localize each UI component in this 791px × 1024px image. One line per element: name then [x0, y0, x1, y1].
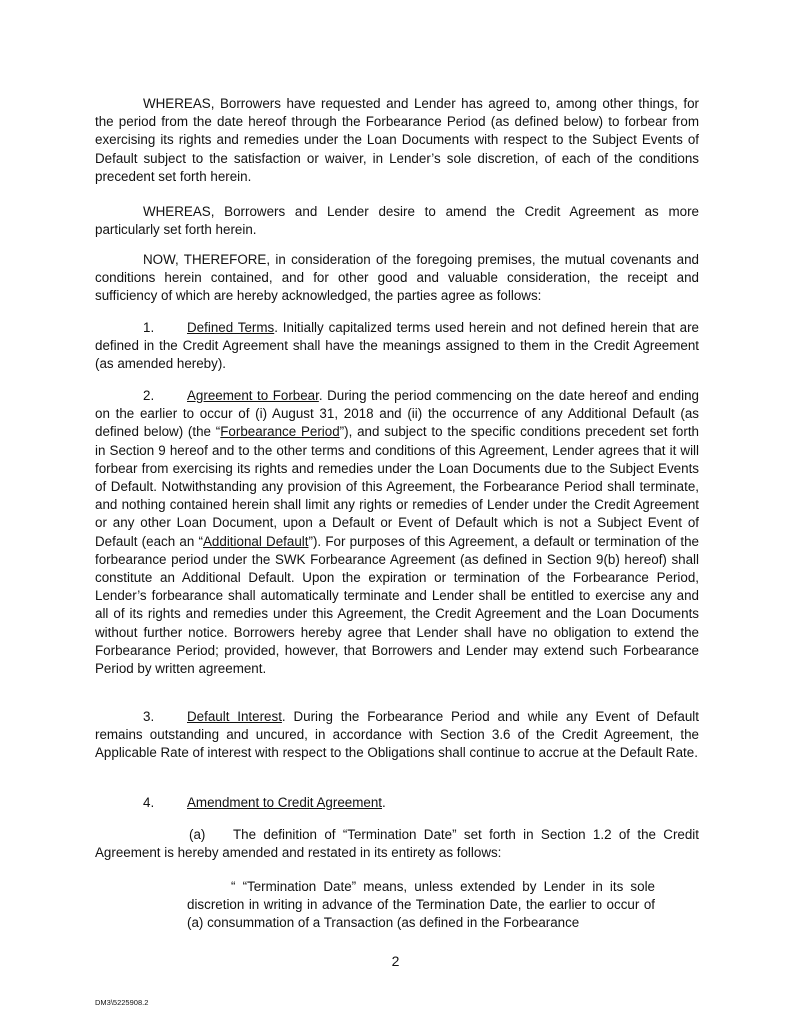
section-heading-period: .: [382, 795, 386, 810]
section-text-part-b: ”), and subject to the specific conditions precedent set forth in Section 9 hereof and to the other terms and conditions of this Agreement, Lender agrees that it will forbear from exercising its rights and remedies under the Loan Documents due to the Subject Events of Default. Notwithstanding any provision of this Agreement, the Forbearance Period shall terminate, and nothing contained herein shall limit any rights or remedies of Lender under the Credit Agreement or any other Loan Document, upon a Default or Event of Default which is not a Subject Event of Default (each an “: [95, 424, 700, 549]
defined-term-forbearance-period: Forbearance Period: [220, 424, 340, 440]
whereas-paragraph-1: WHEREAS, Borrowers have requested and Lender has agreed to, among other things, for the period from the date hereof through the Forbearance Period (as defined below) to forbear from exercising its rights and remedies under the Loan Documents with respect to the Subject Events of Default subject to the satisfaction or waiver, in Lender’s sole discretion, of each of the conditions precedent set forth herein.: [95, 96, 699, 184]
section-1-defined-terms: [95, 319, 699, 374]
subsection-label: (a): [189, 827, 206, 842]
section-number: 2.: [143, 388, 155, 403]
section-4-heading: [95, 794, 699, 812]
section-number: 1.: [143, 320, 155, 335]
now-therefore-paragraph: NOW, THEREFORE, in consideration of the foregoing premises, the mutual covenants and conditions herein contained, and for other good and valuable consideration, the receipt and sufficiency of which are hereby acknowledged, the parties agree as follows:: [95, 252, 699, 304]
subsection-text: The definition of “Termination Date” set forth in Section 1.2 of the Credit Agreement is hereby amended and restated in its entirety as follows:: [95, 827, 699, 861]
section-text-part-a: . During the period commencing on the date hereof and ending on the earlier to occur of (i) August 31, 2018 and (ii) the occurrence of any Additional Default (as defined below) (the “: [95, 388, 699, 440]
section-heading: Defined Terms: [187, 320, 275, 335]
section-text-part-c: ”). For purposes of this Agreement, a default or termination of the forbearance period under the SWK Forbearance Agreement (as defined in Section 9(b) hereof) shall constitute an Additional Default. Upon the expiration or termination of the Forbearance Period, Lender’s forbearance shall automatically terminate and Lender shall be entitled to exercise any and all of its rights and remedies under this Agreement, the Credit Agreement and the Loan Documents without further notice. Borrowers hereby agree that Lender shall have no obligation to extend the Forbearance Period; provided, however, that Borrowers and Lender may extend such Forbearance Period by written agreement.: [95, 533, 699, 677]
section-heading: Amendment to Credit Agreement: [187, 795, 383, 810]
whereas-paragraph-2: WHEREAS, Borrowers and Lender desire to amend the Credit Agreement as more particularly set forth herein.: [95, 204, 699, 238]
section-number: 4.: [143, 795, 155, 810]
section-text: . During the Forbearance Period and while any Event of Default remains outstanding and uncured, in accordance with Section 3.6 of the Credit Agreement, the Applicable Rate of interest with respect to the Obligations shall continue to accrue at the Default Rate.: [95, 709, 699, 761]
section-heading: Default Interest: [187, 709, 282, 724]
section-2-agreement-to-forbear: [95, 387, 699, 678]
section-text: . Initially capitalized terms used herein and not defined herein that are defined in the Credit Agreement shall have the meanings assigned to them in the Credit Agreement (as amended hereby).: [95, 320, 699, 372]
defined-term-additional-default: Additional Default: [203, 533, 309, 549]
page-number: 2: [391, 953, 400, 969]
section-4a-paragraph: [95, 826, 699, 862]
document-id: DM3\5225908.2: [95, 998, 149, 1007]
section-number: 3.: [143, 709, 155, 724]
section-heading: Agreement to Forbear: [187, 388, 319, 403]
section-3-default-interest: [95, 708, 699, 763]
termination-date-quote: “ “Termination Date” means, unless extended by Lender in its sole discretion in writing in advance of the Termination Date, the earlier to occur of (a) consummation of a Transaction (as defined in the Forbearance: [187, 879, 655, 931]
